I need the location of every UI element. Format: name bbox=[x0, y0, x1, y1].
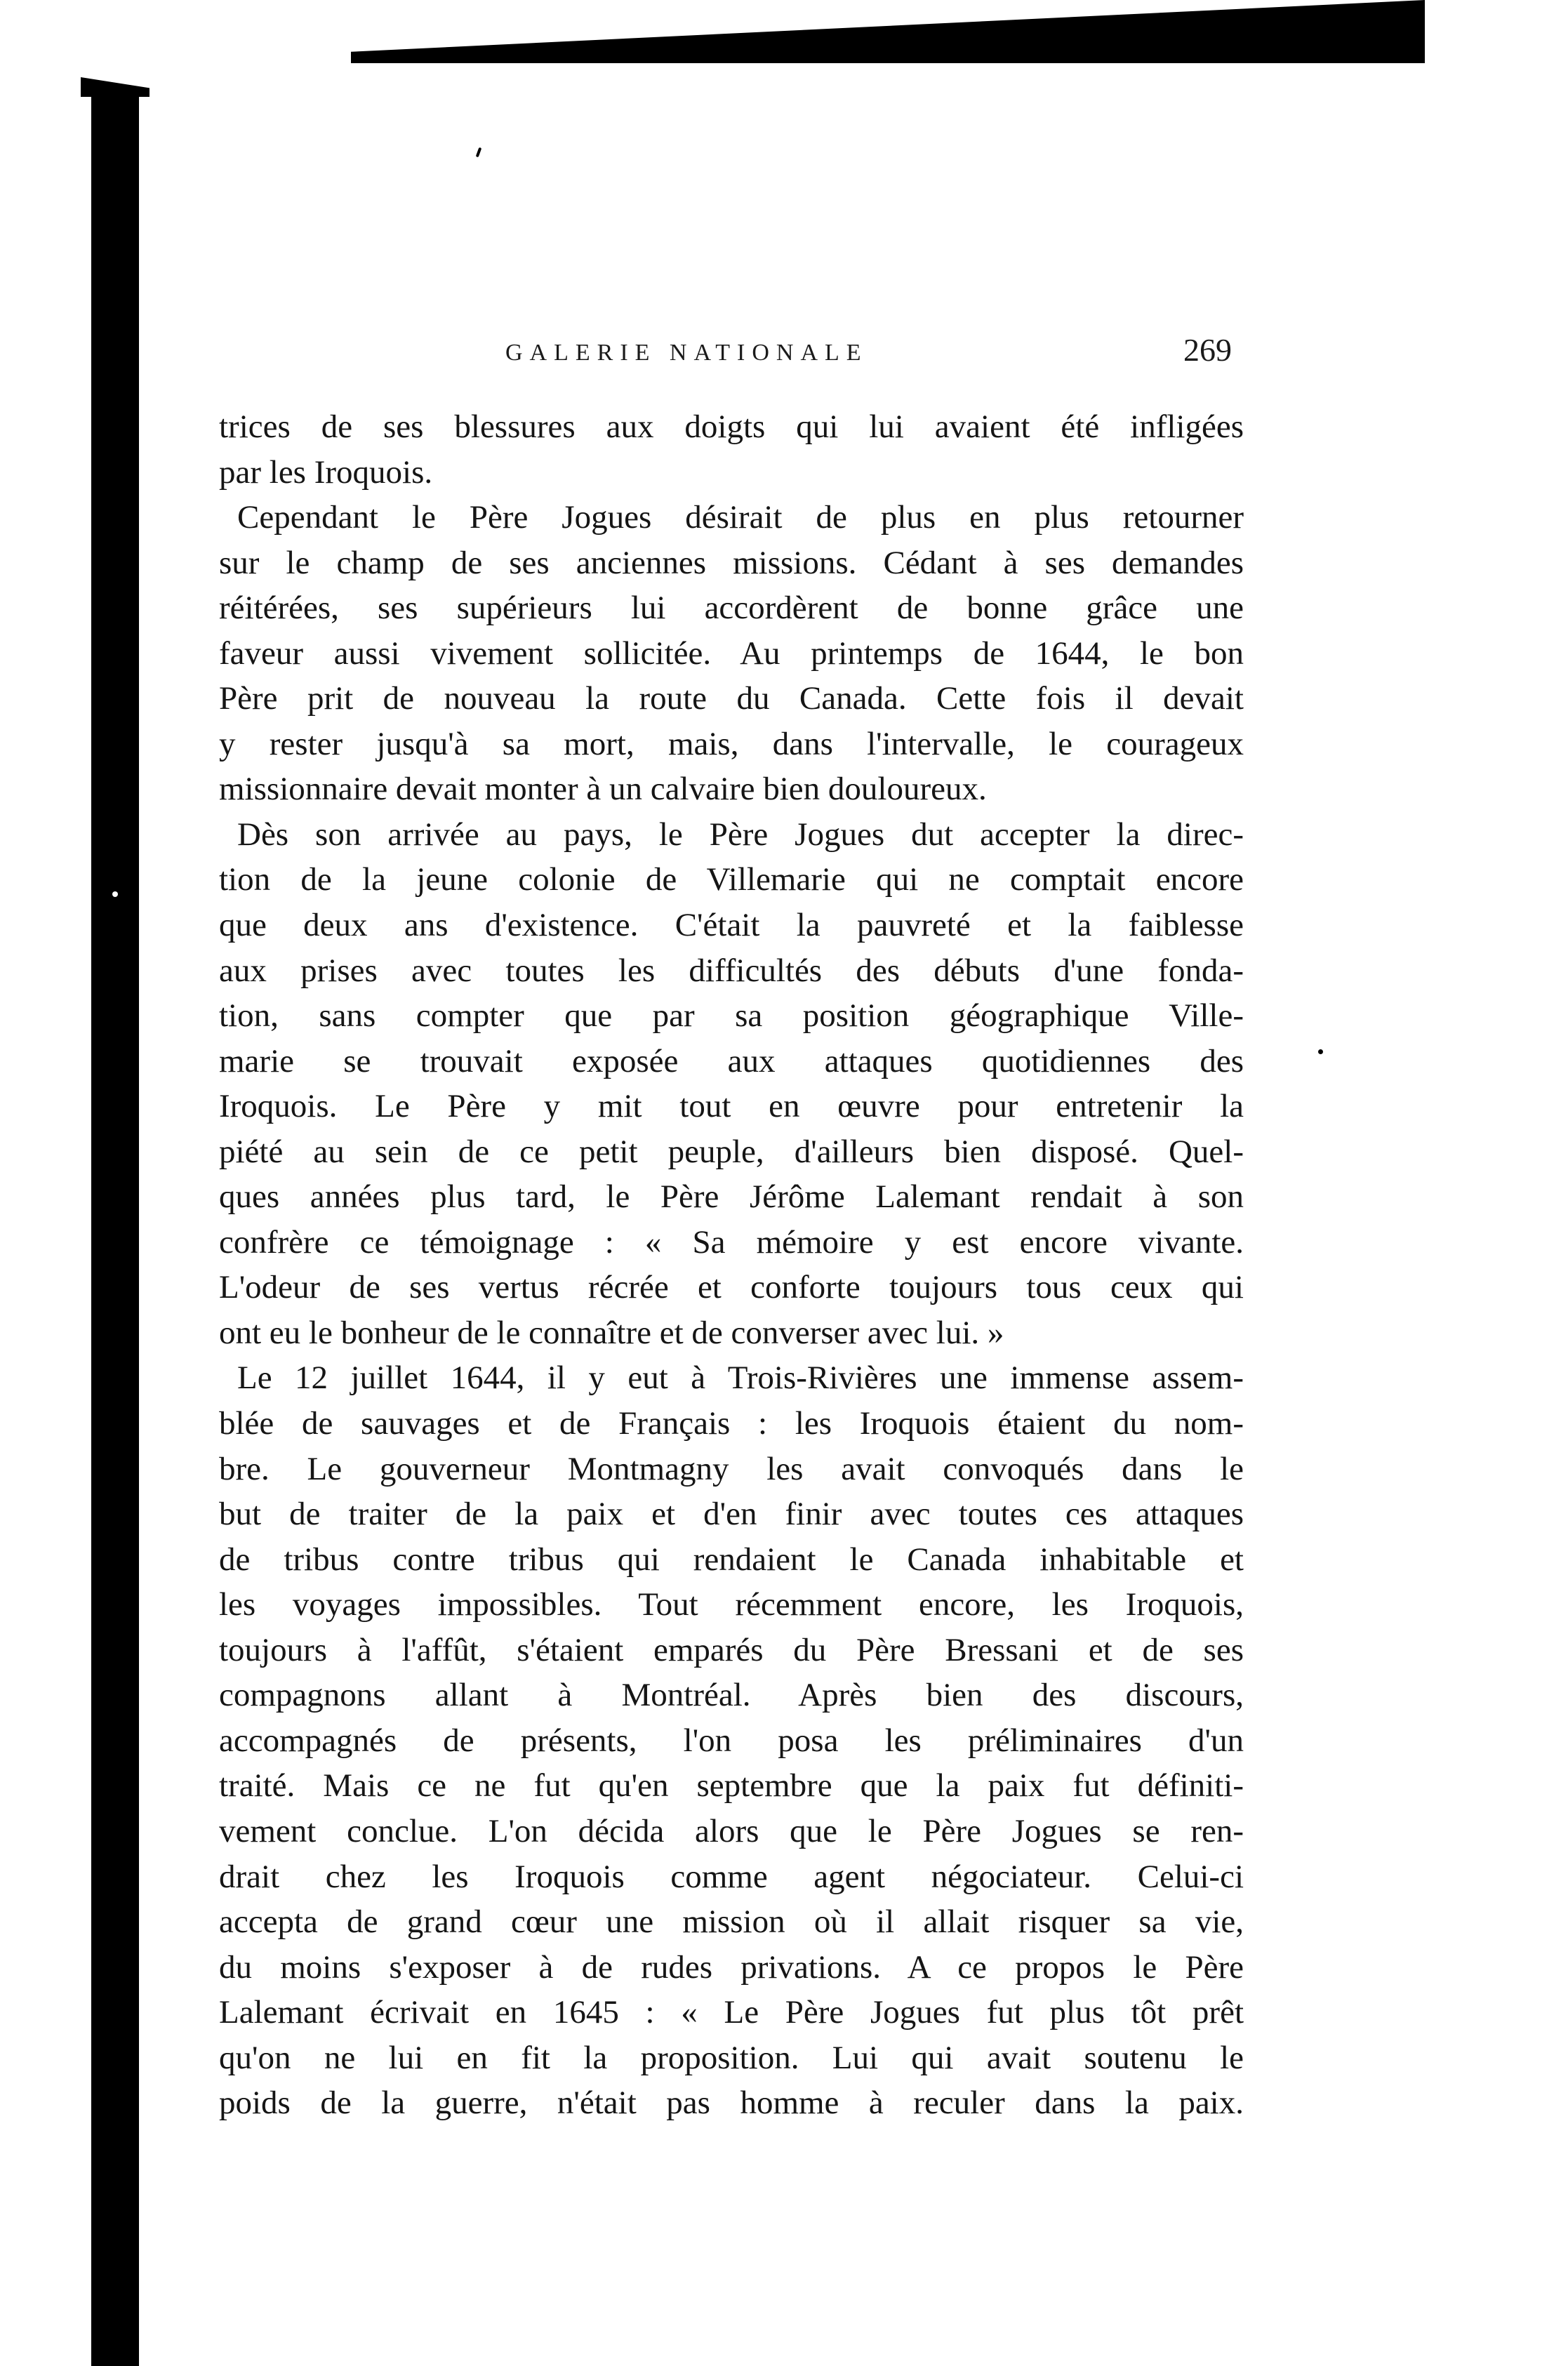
running-title: GALERIE NATIONALE bbox=[505, 340, 868, 366]
text-line: poids de la guerre, n'était pas homme à reculer dans la paix. bbox=[219, 2085, 1244, 2122]
text-line: compagnons allant à Montréal. Après bien des discours, bbox=[219, 1677, 1244, 1714]
text-line: vement conclue. L'on décida alors que le Père Jogues se ren- bbox=[219, 1812, 1244, 1849]
page-number: 269 bbox=[1183, 332, 1232, 368]
text-line: tion, sans compter que par sa position géographique Ville- bbox=[219, 997, 1244, 1035]
text-line: faveur aussi vivement sollicitée. Au printemps de 1644, le bon bbox=[219, 634, 1244, 672]
text-line: qu'on ne lui en fit la proposition. Lui qui avait soutenu le bbox=[219, 2039, 1244, 2076]
text-line: aux prises avec toutes les difficultés des débuts d'une fonda- bbox=[219, 952, 1244, 989]
text-line: Dès son arrivée au pays, le Père Jogues dut accepter la direc- bbox=[237, 816, 1244, 853]
text-line: y rester jusqu'à sa mort, mais, dans l'intervalle, le courageux bbox=[219, 725, 1244, 762]
text-line: que deux ans d'existence. C'était la pauvreté et la faiblesse bbox=[219, 907, 1244, 944]
text-line: par les Iroquois. bbox=[219, 453, 433, 491]
text-line: du moins s'exposer à de rudes privations. A ce propos le Père bbox=[219, 1948, 1244, 1986]
text-line: drait chez les Iroquois comme agent négociateur. Celui-ci bbox=[219, 1858, 1244, 1895]
text-line: Le 12 juillet 1644, il y eut à Trois-Rivières une immense assem- bbox=[237, 1360, 1244, 1397]
body-text bbox=[219, 404, 1244, 2126]
text-line: toujours à l'affût, s'étaient emparés du Père Bressani et de ses bbox=[219, 1631, 1244, 1668]
text-line: réitérées, ses supérieurs lui accordèrent de bonne grâce une bbox=[219, 590, 1244, 627]
text-line: Iroquois. Le Père y mit tout en œuvre pour entretenir la bbox=[219, 1088, 1244, 1125]
text-line: accepta de grand cœur une mission où il allait risquer sa vie, bbox=[219, 1903, 1244, 1941]
text-line: Cependant le Père Jogues désirait de plus en plus retourner bbox=[237, 499, 1244, 536]
scan-speck bbox=[112, 891, 118, 897]
text-line: ques années plus tard, le Père Jérôme Lalemant rendait à son bbox=[219, 1178, 1244, 1216]
text-line: confrère ce témoignage : « Sa mémoire y est encore vivante. bbox=[219, 1223, 1244, 1261]
scan-speck bbox=[1318, 1049, 1323, 1054]
scan-border-left bbox=[91, 91, 139, 2366]
text-line: blée de sauvages et de Français : les Iroquois étaient du nom- bbox=[219, 1405, 1244, 1442]
text-line: trices de ses blessures aux doigts qui lui avaient été infligées bbox=[219, 408, 1244, 445]
text-line: piété au sein de ce petit peuple, d'ailleurs bien disposé. Quel- bbox=[219, 1133, 1244, 1170]
scan-border-top bbox=[351, 0, 1425, 63]
text-line: ont eu le bonheur de le connaître et de converser avec lui. » bbox=[219, 1314, 1004, 1351]
text-line: L'odeur de ses vertus récrée et conforte toujours tous ceux qui bbox=[219, 1269, 1244, 1306]
text-line: de tribus contre tribus qui rendaient le Canada inhabitable et bbox=[219, 1541, 1244, 1578]
text-line: missionnaire devait monter à un calvaire bien douloureux. bbox=[219, 771, 987, 808]
text-line: Lalemant écrivait en 1645 : « Le Père Jogues fut plus tôt prêt bbox=[219, 1994, 1244, 2031]
text-line: sur le champ de ses anciennes missions. Cédant à ses demandes bbox=[219, 544, 1244, 581]
scan-speck bbox=[1251, 44, 1256, 49]
text-line: accompagnés de présents, l'on posa les préliminaires d'un bbox=[219, 1722, 1244, 1759]
text-line: Père prit de nouveau la route du Canada. Cette fois il devait bbox=[219, 680, 1244, 717]
text-line: marie se trouvait exposée aux attaques quotidiennes des bbox=[219, 1042, 1244, 1079]
text-line: traité. Mais ce ne fut qu'en septembre que la paix fut définiti- bbox=[219, 1767, 1244, 1805]
text-line: tion de la jeune colonie de Villemarie qui ne comptait encore bbox=[219, 861, 1244, 898]
text-line: but de traiter de la paix et d'en finir avec toutes ces attaques bbox=[219, 1496, 1244, 1533]
text-line: les voyages impossibles. Tout récemment encore, les Iroquois, bbox=[219, 1586, 1244, 1623]
scan-speck bbox=[476, 147, 482, 158]
text-line: bre. Le gouverneur Montmagny les avait convoqués dans le bbox=[219, 1450, 1244, 1487]
